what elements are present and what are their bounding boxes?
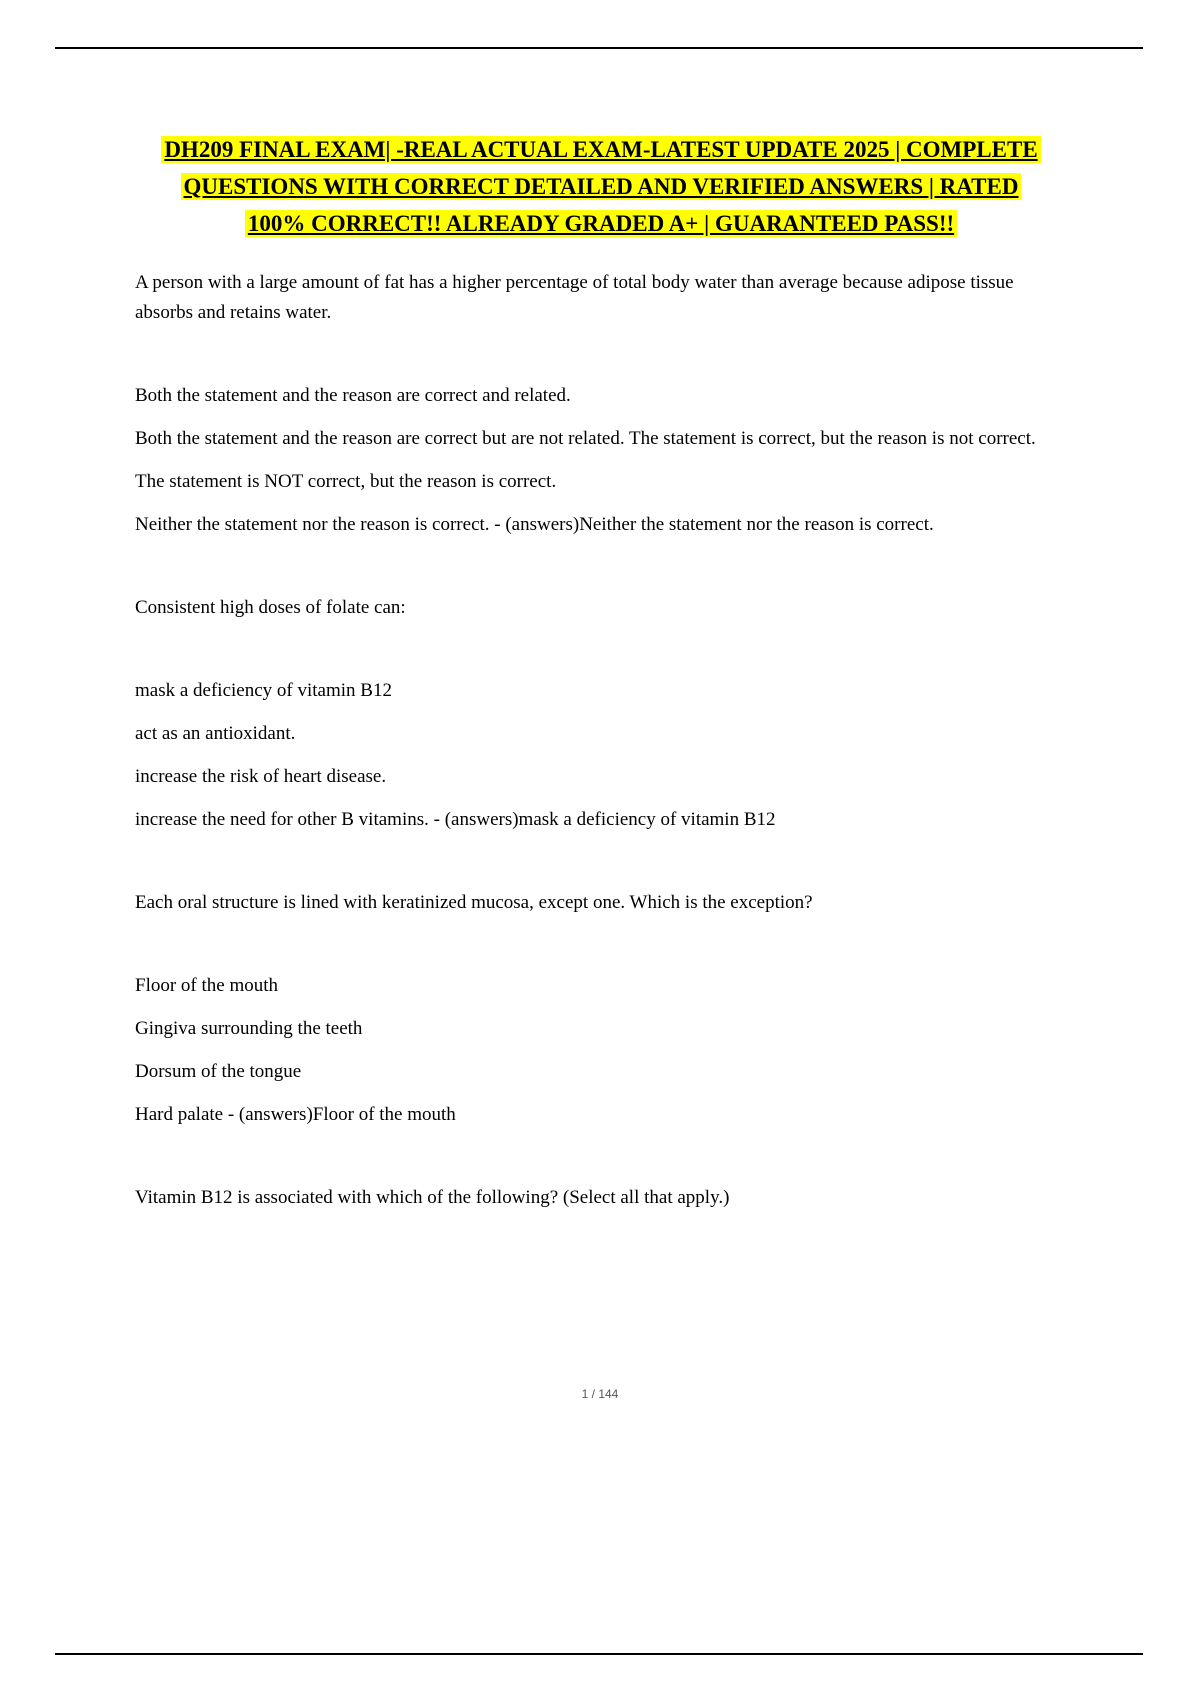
- answer-option: Dorsum of the tongue: [135, 1061, 302, 1082]
- answer-option: Neither the statement nor the reason is correct. - (answers)Neither the statement nor the reason is correct.: [135, 514, 934, 535]
- title-line-text: 100% CORRECT!! ALREADY GRADED A+ | GUARANTEED PASS!!: [245, 210, 957, 237]
- title-line: [135, 168, 1067, 205]
- document-title: [135, 131, 1067, 242]
- answer-option: Both the statement and the reason are correct and related.: [135, 385, 571, 406]
- title-line: [135, 205, 1067, 242]
- answer-option: Gingiva surrounding the teeth: [135, 1018, 363, 1039]
- answer-option: The statement is NOT correct, but the reason is correct.: [135, 471, 557, 492]
- question-text: Vitamin B12 is associated with which of the following? (Select all that apply.): [135, 1187, 730, 1208]
- answer-option: increase the need for other B vitamins. - (answers)mask a deficiency of vitamin B12: [135, 809, 776, 830]
- title-line-text: QUESTIONS WITH CORRECT DETAILED AND VERIFIED ANSWERS | RATED: [181, 173, 1022, 200]
- page-number-indicator: 1 / 144: [581, 1387, 619, 1401]
- body-paragraph: A person with a large amount of fat has a higher percentage of total body water than average because adipose tissue absorbs and retains water.: [135, 272, 1014, 323]
- question-text: Each oral structure is lined with keratinized mucosa, except one. Which is the exception?: [135, 892, 813, 913]
- answer-option: increase the risk of heart disease.: [135, 766, 387, 787]
- answer-option: Both the statement and the reason are correct but are not related. The statement is correct, but the reason is not correct.: [135, 428, 1036, 449]
- answer-option: Floor of the mouth: [135, 975, 279, 996]
- answer-option: mask a deficiency of vitamin B12: [135, 680, 392, 701]
- title-line-text: DH209 FINAL EXAM| -REAL ACTUAL EXAM-LATEST UPDATE 2025 | COMPLETE: [161, 136, 1040, 163]
- answer-option: act as an antioxidant.: [135, 723, 296, 744]
- bottom-rule: [55, 1653, 1143, 1655]
- answer-option: Hard palate - (answers)Floor of the mouth: [135, 1104, 456, 1125]
- title-line: [135, 131, 1067, 168]
- question-text: Consistent high doses of folate can:: [135, 597, 406, 618]
- document-body: [135, 268, 1067, 1213]
- page-content: [135, 131, 1067, 1226]
- top-rule: [55, 47, 1143, 49]
